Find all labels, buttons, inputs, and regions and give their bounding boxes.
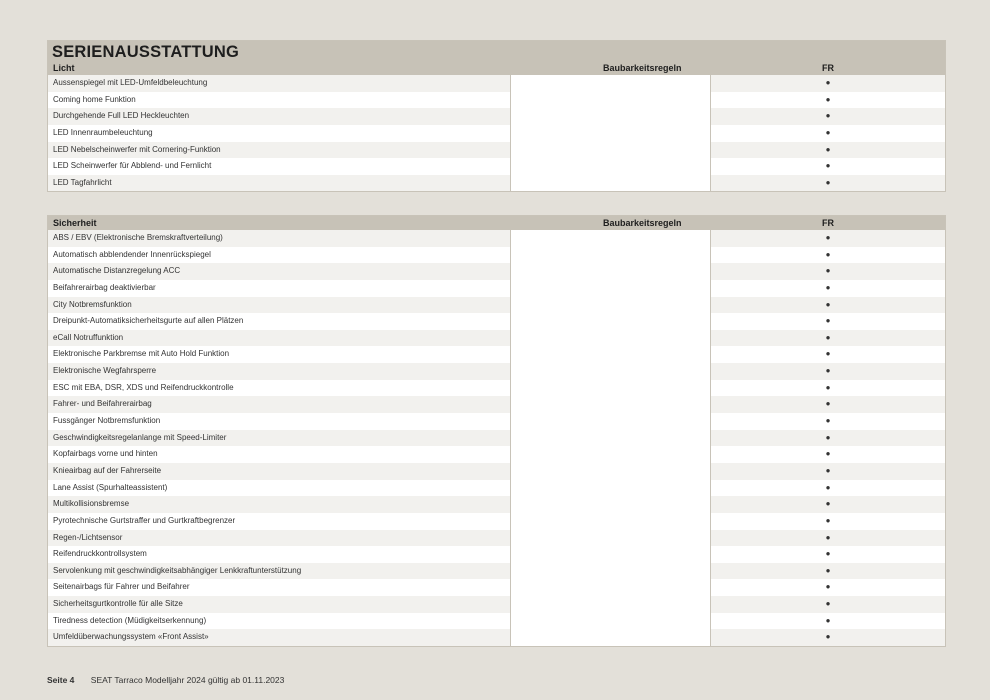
- table-row: [48, 158, 945, 175]
- rules-cell: [511, 496, 711, 513]
- header-trim: FR: [822, 218, 834, 228]
- feature-label: City Notbremsfunktion: [48, 297, 511, 314]
- table-row: [48, 75, 945, 92]
- table-body-licht: [48, 75, 945, 191]
- table-row: [48, 346, 945, 363]
- feature-label: Aussenspiegel mit LED-Umfeldbeleuchtung: [48, 75, 511, 92]
- rules-cell: [511, 380, 711, 397]
- availability-mark: ●: [825, 549, 831, 559]
- rules-cell: [511, 230, 711, 247]
- page-footer: [47, 675, 284, 685]
- header-rules: Baubarkeitsregeln: [603, 63, 682, 73]
- availability-mark: ●: [825, 615, 831, 625]
- rules-cell: [511, 463, 711, 480]
- rules-cell: [511, 142, 711, 159]
- availability-mark: ●: [825, 399, 831, 409]
- availability-mark: ●: [825, 532, 831, 542]
- rules-cell: [511, 629, 711, 646]
- table-row: [48, 430, 945, 447]
- rules-cell: [511, 313, 711, 330]
- availability-mark: ●: [825, 565, 831, 575]
- footer-text: SEAT Tarraco Modelljahr 2024 gültig ab 01.11.2023: [90, 675, 285, 685]
- table-row: [48, 330, 945, 347]
- feature-label: Fussgänger Notbremsfunktion: [48, 413, 511, 430]
- table-row: [48, 297, 945, 314]
- table-row: [48, 496, 945, 513]
- table-row: [48, 629, 945, 646]
- feature-label: Umfeldüberwachungssystem «Front Assist»: [48, 629, 511, 646]
- page-number: Seite 4: [47, 675, 75, 685]
- header-rules: Baubarkeitsregeln: [603, 218, 682, 228]
- availability-mark: ●: [825, 161, 831, 171]
- table-row: [48, 563, 945, 580]
- feature-label: Automatisch abblendender Innenrückspiegel: [48, 247, 511, 264]
- rules-cell: [511, 513, 711, 530]
- feature-label: Servolenkung mit geschwindigkeitsabhängiger Lenkkraftunterstützung: [48, 563, 511, 580]
- header-trim: FR: [822, 63, 834, 73]
- rules-cell: [511, 596, 711, 613]
- table-row: [48, 263, 945, 280]
- rules-cell: [511, 530, 711, 547]
- table-row: [48, 230, 945, 247]
- rules-cell: [511, 546, 711, 563]
- rules-cell: [511, 363, 711, 380]
- rules-cell: [511, 430, 711, 447]
- feature-label: LED Scheinwerfer für Abblend- und Fernlicht: [48, 158, 511, 175]
- rules-cell: [511, 175, 711, 192]
- feature-label: LED Nebelscheinwerfer mit Cornering-Funktion: [48, 142, 511, 159]
- availability-mark: ●: [825, 449, 831, 459]
- table-header-licht: [48, 62, 945, 75]
- section-licht: [47, 40, 946, 192]
- feature-label: eCall Notruffunktion: [48, 330, 511, 347]
- table-row: [48, 596, 945, 613]
- table-row: [48, 613, 945, 630]
- availability-mark: ●: [825, 499, 831, 509]
- table-row: [48, 175, 945, 192]
- rules-cell: [511, 563, 711, 580]
- page-title: SERIENAUSSTATTUNG: [48, 41, 945, 62]
- rules-cell: [511, 92, 711, 109]
- table-row: [48, 142, 945, 159]
- rules-cell: [511, 346, 711, 363]
- table-body-sicherheit: [48, 230, 945, 646]
- table-row: [48, 463, 945, 480]
- feature-label: Elektronische Parkbremse mit Auto Hold Funktion: [48, 346, 511, 363]
- table-row: [48, 247, 945, 264]
- feature-label: Coming home Funktion: [48, 92, 511, 109]
- feature-label: Durchgehende Full LED Heckleuchten: [48, 108, 511, 125]
- table-row: [48, 108, 945, 125]
- section-sicherheit: [47, 215, 946, 647]
- availability-mark: ●: [825, 366, 831, 376]
- feature-label: Sicherheitsgurtkontrolle für alle Sitze: [48, 596, 511, 613]
- rules-cell: [511, 413, 711, 430]
- availability-mark: ●: [825, 582, 831, 592]
- table-header-sicherheit: [48, 216, 945, 230]
- availability-mark: ●: [825, 382, 831, 392]
- feature-label: Beifahrerairbag deaktivierbar: [48, 280, 511, 297]
- availability-mark: ●: [825, 332, 831, 342]
- availability-mark: ●: [825, 515, 831, 525]
- availability-mark: ●: [825, 111, 831, 121]
- availability-mark: ●: [825, 432, 831, 442]
- table-row: [48, 546, 945, 563]
- rules-cell: [511, 280, 711, 297]
- table-row: [48, 280, 945, 297]
- rules-cell: [511, 108, 711, 125]
- feature-label: Lane Assist (Spurhalteassistent): [48, 480, 511, 497]
- availability-mark: ●: [825, 233, 831, 242]
- feature-label: Pyrotechnische Gurtstraffer und Gurtkraftbegrenzer: [48, 513, 511, 530]
- availability-mark: ●: [825, 299, 831, 309]
- availability-mark: ●: [825, 249, 831, 259]
- availability-mark: ●: [825, 599, 831, 609]
- feature-label: Reifendruckkontrollsystem: [48, 546, 511, 563]
- availability-mark: ●: [825, 316, 831, 326]
- rules-cell: [511, 446, 711, 463]
- availability-mark: ●: [825, 349, 831, 359]
- feature-label: Seitenairbags für Fahrer und Beifahrer: [48, 579, 511, 596]
- feature-label: ABS / EBV (Elektronische Bremskraftverteilung): [48, 230, 511, 247]
- rules-cell: [511, 75, 711, 92]
- availability-mark: ●: [825, 282, 831, 292]
- table-row: [48, 413, 945, 430]
- rules-cell: [511, 247, 711, 264]
- availability-mark: ●: [825, 94, 831, 104]
- table-row: [48, 380, 945, 397]
- header-category: Licht: [53, 63, 75, 73]
- rules-cell: [511, 158, 711, 175]
- feature-label: Automatische Distanzregelung ACC: [48, 263, 511, 280]
- availability-mark: ●: [825, 127, 831, 137]
- feature-label: ESC mit EBA, DSR, XDS und Reifendruckkontrolle: [48, 380, 511, 397]
- feature-label: LED Innenraumbeleuchtung: [48, 125, 511, 142]
- table-row: [48, 579, 945, 596]
- availability-mark: ●: [825, 78, 831, 87]
- availability-mark: ●: [825, 177, 831, 187]
- table-row: [48, 396, 945, 413]
- feature-label: Tiredness detection (Müdigkeitserkennung): [48, 613, 511, 630]
- table-row: [48, 313, 945, 330]
- table-row: [48, 530, 945, 547]
- rules-cell: [511, 579, 711, 596]
- table-row: [48, 480, 945, 497]
- availability-mark: ●: [825, 482, 831, 492]
- feature-label: Elektronische Wegfahrsperre: [48, 363, 511, 380]
- rules-cell: [511, 297, 711, 314]
- feature-label: Geschwindigkeitsregelanlange mit Speed-Limiter: [48, 430, 511, 447]
- availability-mark: ●: [825, 266, 831, 276]
- rules-cell: [511, 480, 711, 497]
- feature-label: Knieairbag auf der Fahrerseite: [48, 463, 511, 480]
- header-category: Sicherheit: [53, 218, 97, 228]
- table-row: [48, 125, 945, 142]
- table-row: [48, 513, 945, 530]
- feature-label: LED Tagfahrlicht: [48, 175, 511, 192]
- table-row: [48, 446, 945, 463]
- rules-cell: [511, 330, 711, 347]
- rules-cell: [511, 613, 711, 630]
- rules-cell: [511, 125, 711, 142]
- feature-label: Fahrer- und Beifahrerairbag: [48, 396, 511, 413]
- availability-mark: ●: [825, 144, 831, 154]
- availability-mark: ●: [825, 465, 831, 475]
- availability-mark: ●: [825, 632, 831, 642]
- table-row: [48, 363, 945, 380]
- rules-cell: [511, 396, 711, 413]
- feature-label: Dreipunkt-Automatiksicherheitsgurte auf allen Plätzen: [48, 313, 511, 330]
- feature-label: Regen-/Lichtsensor: [48, 530, 511, 547]
- feature-label: Multikollisionsbremse: [48, 496, 511, 513]
- availability-mark: ●: [825, 416, 831, 426]
- table-row: [48, 92, 945, 109]
- feature-label: Kopfairbags vorne und hinten: [48, 446, 511, 463]
- rules-cell: [511, 263, 711, 280]
